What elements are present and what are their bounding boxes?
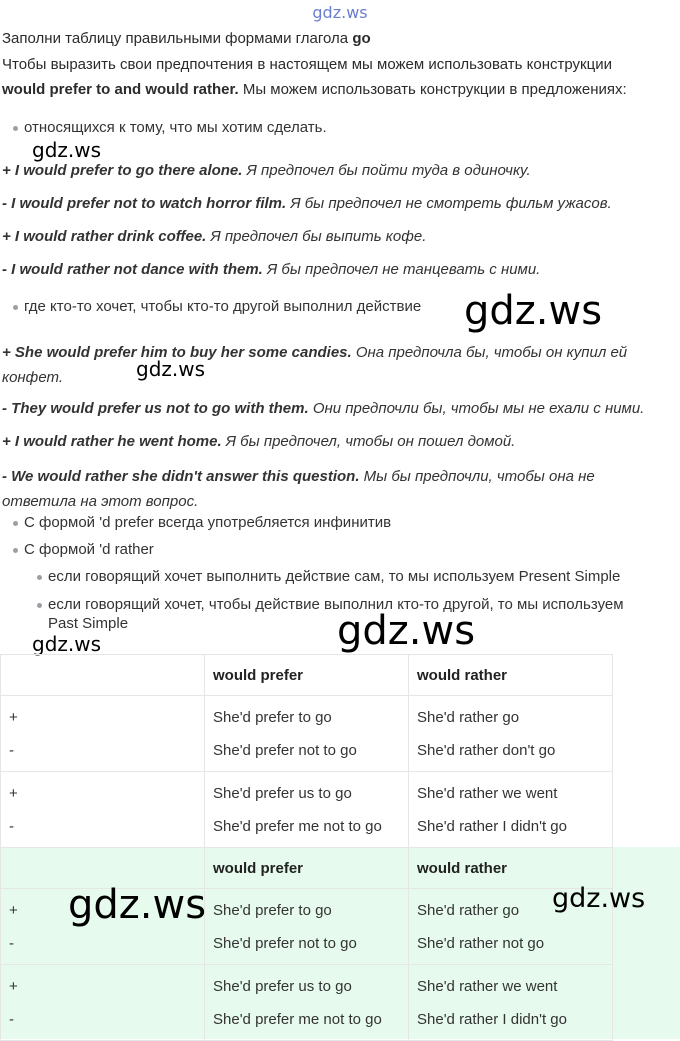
example-3: + I would rather drink coffee. Я предпочел бы выпить кофе.: [2, 228, 427, 245]
sign-plus: +: [9, 978, 18, 995]
rather-negative: She'd rather I didn't go: [417, 1011, 567, 1028]
header-would-rather: would rather: [409, 655, 613, 696]
rather-positive: She'd rather go: [417, 902, 520, 919]
bullet-other-action: где кто-то хочет, чтобы кто-то другой выполнил действие: [24, 298, 422, 315]
table-row: [1, 965, 613, 1041]
example-6: - They would prefer us not to go with them. Они предпочли бы, чтобы мы не ехали с ними.: [2, 400, 645, 417]
forms-table-2: [0, 847, 613, 1041]
rather-negative: She'd rather not go: [417, 935, 545, 952]
rule-prefer: С формой 'd prefer всегда употребляется инфинитив: [24, 514, 392, 531]
task-line: [2, 28, 676, 50]
example-1: + I would prefer to go there alone. Я предпочел бы пойти туда в одиночку.: [2, 162, 531, 179]
task-text: Заполни таблицу правильными формами глагола: [2, 30, 353, 47]
watermark: gdz.ws: [337, 608, 476, 654]
prefer-positive: She'd prefer us to go: [213, 785, 352, 802]
rule-rather-other-cont: Past Simple: [48, 615, 129, 632]
watermark: gdz.ws: [136, 357, 206, 381]
watermark: gdz.ws: [552, 883, 646, 914]
sign-minus: -: [9, 818, 14, 835]
example-4: - I would rather not dance with them. Я бы предпочел не танцевать с ними.: [2, 261, 541, 278]
rather-positive: She'd rather go: [417, 709, 520, 726]
rule-rather: С формой 'd rather: [24, 541, 154, 558]
sign-minus: -: [9, 1011, 14, 1028]
watermark-top: gdz.ws: [312, 3, 368, 22]
watermark: gdz.ws: [32, 138, 102, 162]
header-would-rather: would rather: [409, 848, 613, 889]
rule-rather-self: если говорящий хочет выполнить действие сам, то мы используем Present Simple: [48, 568, 621, 585]
watermark: gdz.ws: [32, 632, 102, 656]
sign-minus: -: [9, 742, 14, 759]
prefer-negative: She'd prefer not to go: [213, 742, 357, 759]
intro-line-1: Чтобы выразить свои предпочтения в настоящем мы можем использовать конструкции: [2, 56, 612, 73]
task-verb: go: [352, 30, 371, 47]
bullet-own-action: относящихся к тому, что мы хотим сделать.: [24, 119, 327, 136]
sign-minus: -: [9, 935, 14, 952]
prefer-positive: She'd prefer to go: [213, 902, 332, 919]
sign-plus: +: [9, 709, 18, 726]
intro-line-2: [2, 79, 676, 101]
sign-plus: +: [9, 785, 18, 802]
header-would-prefer: would prefer: [205, 655, 409, 696]
watermark: gdz.ws: [464, 288, 603, 334]
example-7: + I would rather he went home. Я бы предпочел, чтобы он пошел домой.: [2, 433, 516, 450]
sign-plus: +: [9, 902, 18, 919]
prefer-negative: She'd prefer me not to go: [213, 1011, 382, 1028]
header-empty: [1, 655, 205, 696]
forms-table-1: [0, 654, 613, 848]
table-row: [1, 772, 613, 848]
prefer-negative: She'd prefer me not to go: [213, 818, 382, 835]
table-row: [1, 696, 613, 772]
example-2: - I would prefer not to watch horror film. Я бы предпочел не смотреть фильм ужасов.: [2, 195, 612, 212]
intro-rest: Мы можем использовать конструкции в предложениях:: [238, 81, 627, 98]
example-8: - We would rather she didn't answer this question. Мы бы предпочли, чтобы она не ответила на этот вопрос.: [2, 468, 595, 510]
watermark: gdz.ws: [68, 882, 207, 928]
rather-negative: She'd rather don't go: [417, 742, 556, 759]
table-header-row: [1, 655, 613, 696]
example-5: + She would prefer him to buy her some candies. Она предпочла бы, чтобы он купил ей конфет.: [2, 344, 628, 386]
rather-negative: She'd rather I didn't go: [417, 818, 567, 835]
rule-rather-other: если говорящий хочет, чтобы действие выполнил кто-то другой, то мы используем: [48, 596, 624, 613]
header-would-prefer: would prefer: [205, 848, 409, 889]
rather-positive: She'd rather we went: [417, 978, 558, 995]
prefer-positive: She'd prefer us to go: [213, 978, 352, 995]
intro-constructions: would prefer to and would rather.: [2, 81, 239, 98]
rather-positive: She'd rather we went: [417, 785, 558, 802]
prefer-positive: She'd prefer to go: [213, 709, 332, 726]
prefer-negative: She'd prefer not to go: [213, 935, 357, 952]
